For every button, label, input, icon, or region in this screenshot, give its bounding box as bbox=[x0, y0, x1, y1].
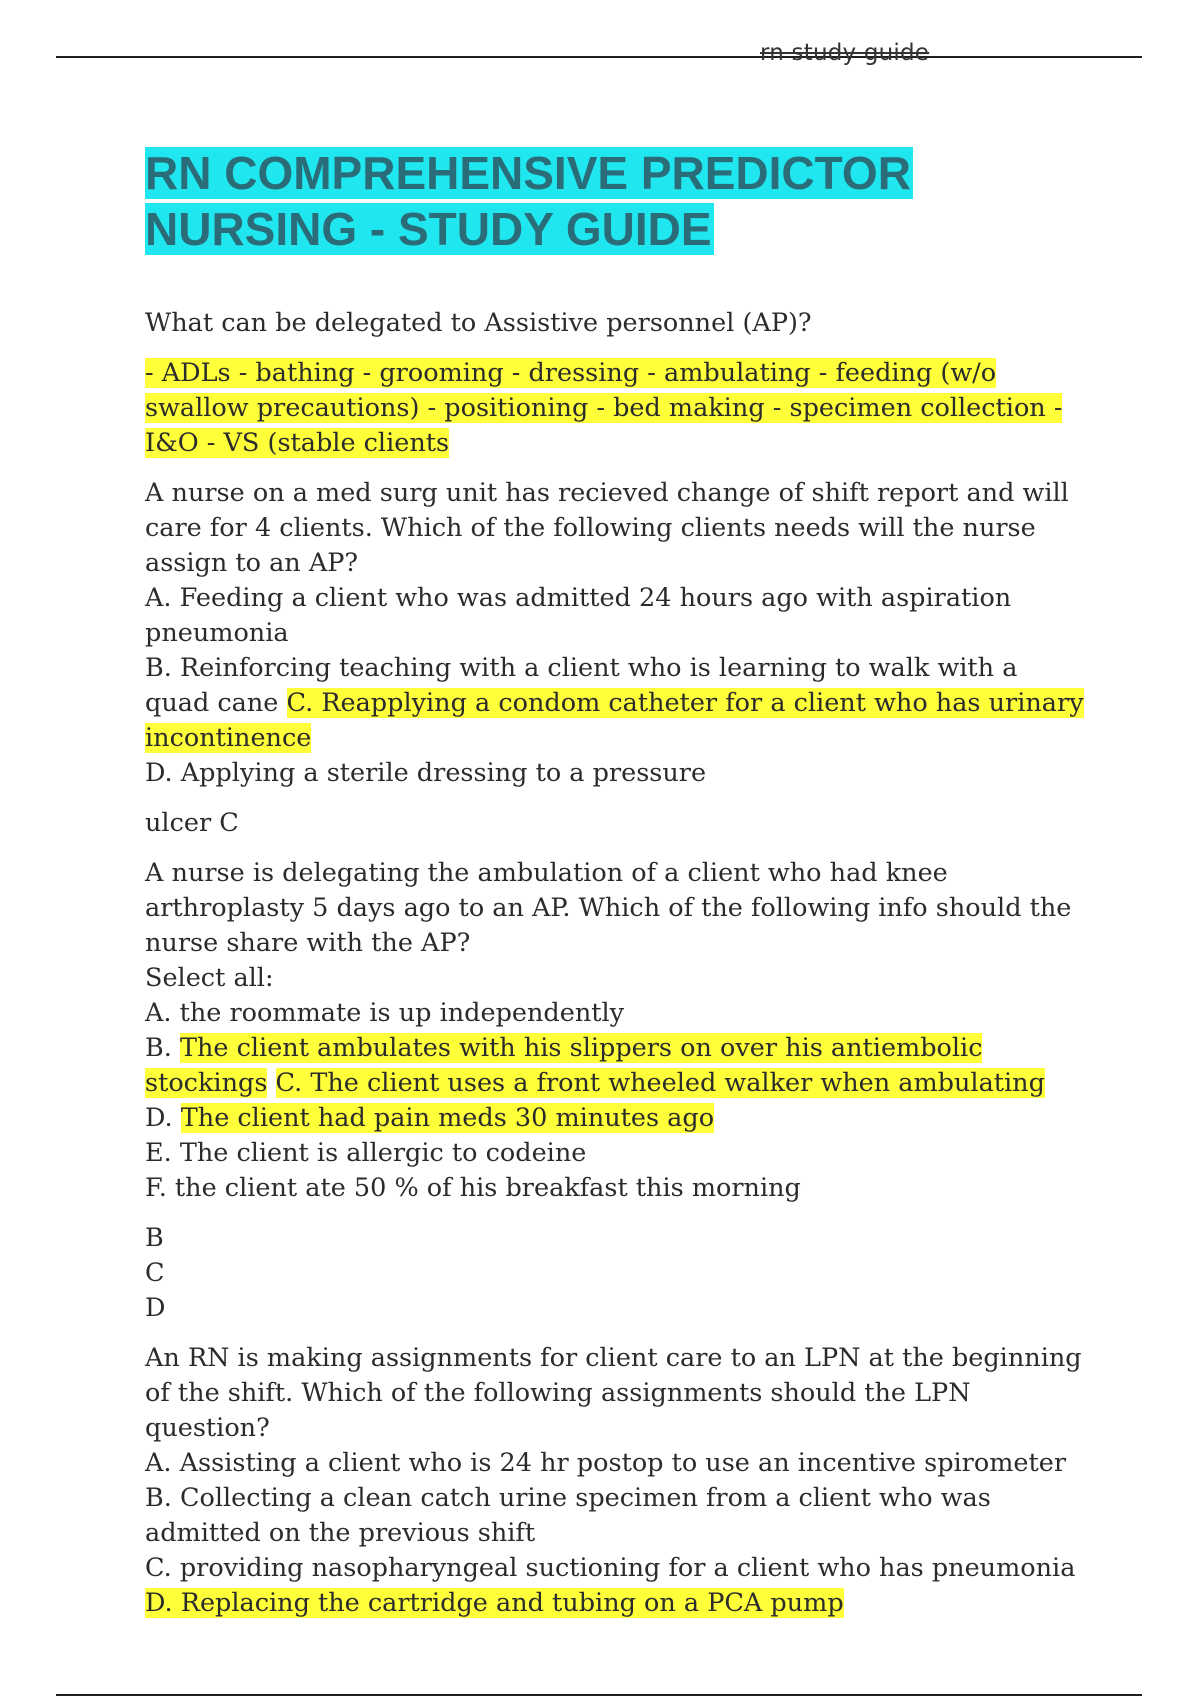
title-line-2: NURSING - STUDY GUIDE bbox=[145, 203, 712, 255]
question-3-option-d: The client had pain meds 30 minutes ago bbox=[180, 1103, 715, 1133]
question-2 bbox=[145, 476, 1085, 791]
question-4-option-a: A. Assisting a client who is 24 hr postop to use an incentive spirometer bbox=[145, 1448, 1067, 1478]
question-4-stem: An RN is making assignments for client care to an LPN at the beginning of the shift. Which of the following assignments should the LPN question? bbox=[145, 1343, 1082, 1443]
question-3 bbox=[145, 856, 1085, 1206]
question-3-option-d-prefix: D. bbox=[145, 1103, 173, 1133]
answer-3-item: D bbox=[145, 1293, 166, 1323]
question-3-stem: A nurse is delegating the ambulation of a client who had knee arthroplasty 5 days ago to an AP. Which of the following info should the nurse share with the AP? bbox=[145, 858, 1072, 958]
question-3-option-b-prefix: B. bbox=[145, 1033, 172, 1063]
question-3-option-c: C. The client uses a front wheeled walker when ambulating bbox=[275, 1068, 1045, 1098]
question-3-option-b: The client ambulates with his slippers on over his antiembolic stockings bbox=[145, 1033, 983, 1098]
question-2-stem: A nurse on a med surg unit has recieved change of shift report and will care for 4 clients. Which of the following clients needs will the nurse assign to an AP? bbox=[145, 478, 1069, 578]
document-body bbox=[145, 306, 1085, 1636]
title-line-1: RN COMPREHENSIVE PREDICTOR bbox=[145, 147, 911, 199]
question-4-option-b: B. Collecting a clean catch urine specimen from a client who was admitted on the previous shift bbox=[145, 1483, 991, 1548]
document-title bbox=[145, 145, 913, 257]
question-1: What can be delegated to Assistive personnel (AP)? bbox=[145, 308, 812, 338]
question-4-option-c: C. providing nasopharyngeal suctioning for a client who has pneumonia bbox=[145, 1553, 1076, 1583]
footer-rule bbox=[56, 1694, 1142, 1696]
header-rule bbox=[56, 56, 1142, 58]
question-4-option-d: D. Replacing the cartridge and tubing on a PCA pump bbox=[145, 1588, 844, 1618]
question-3-select-all: Select all: bbox=[145, 963, 274, 993]
question-2-option-d: D. Applying a sterile dressing to a pressure bbox=[145, 758, 707, 788]
question-3-option-e: E. The client is allergic to codeine bbox=[145, 1138, 587, 1168]
running-header: rn study guide bbox=[760, 40, 930, 66]
question-3-option-a: A. the roommate is up independently bbox=[145, 998, 625, 1028]
answer-3 bbox=[145, 1221, 1085, 1326]
answer-3-item: C bbox=[145, 1258, 165, 1288]
answer-2: ulcer C bbox=[145, 808, 239, 838]
question-3-option-f: F. the client ate 50 % of his breakfast this morning bbox=[145, 1173, 801, 1203]
question-4 bbox=[145, 1341, 1085, 1621]
answer-1-highlight: - ADLs - bathing - grooming - dressing - ambulating - feeding (w/o swallow precautions) - positioning - bed making - specimen collection - I&O - VS (stable clients bbox=[145, 358, 1063, 458]
answer-3-item: B bbox=[145, 1223, 164, 1253]
question-2-option-a: A. Feeding a client who was admitted 24 hours ago with aspiration pneumonia bbox=[145, 583, 1012, 648]
answer-1 bbox=[145, 356, 1085, 461]
question-2-option-b: B. Reinforcing teaching with a client who is learning to walk with a quad cane bbox=[145, 653, 1018, 718]
question-3-option-d-line bbox=[145, 1101, 1085, 1136]
question-2-option-c: C. Reapplying a condom catheter for a client who has urinary incontinence bbox=[145, 688, 1084, 753]
